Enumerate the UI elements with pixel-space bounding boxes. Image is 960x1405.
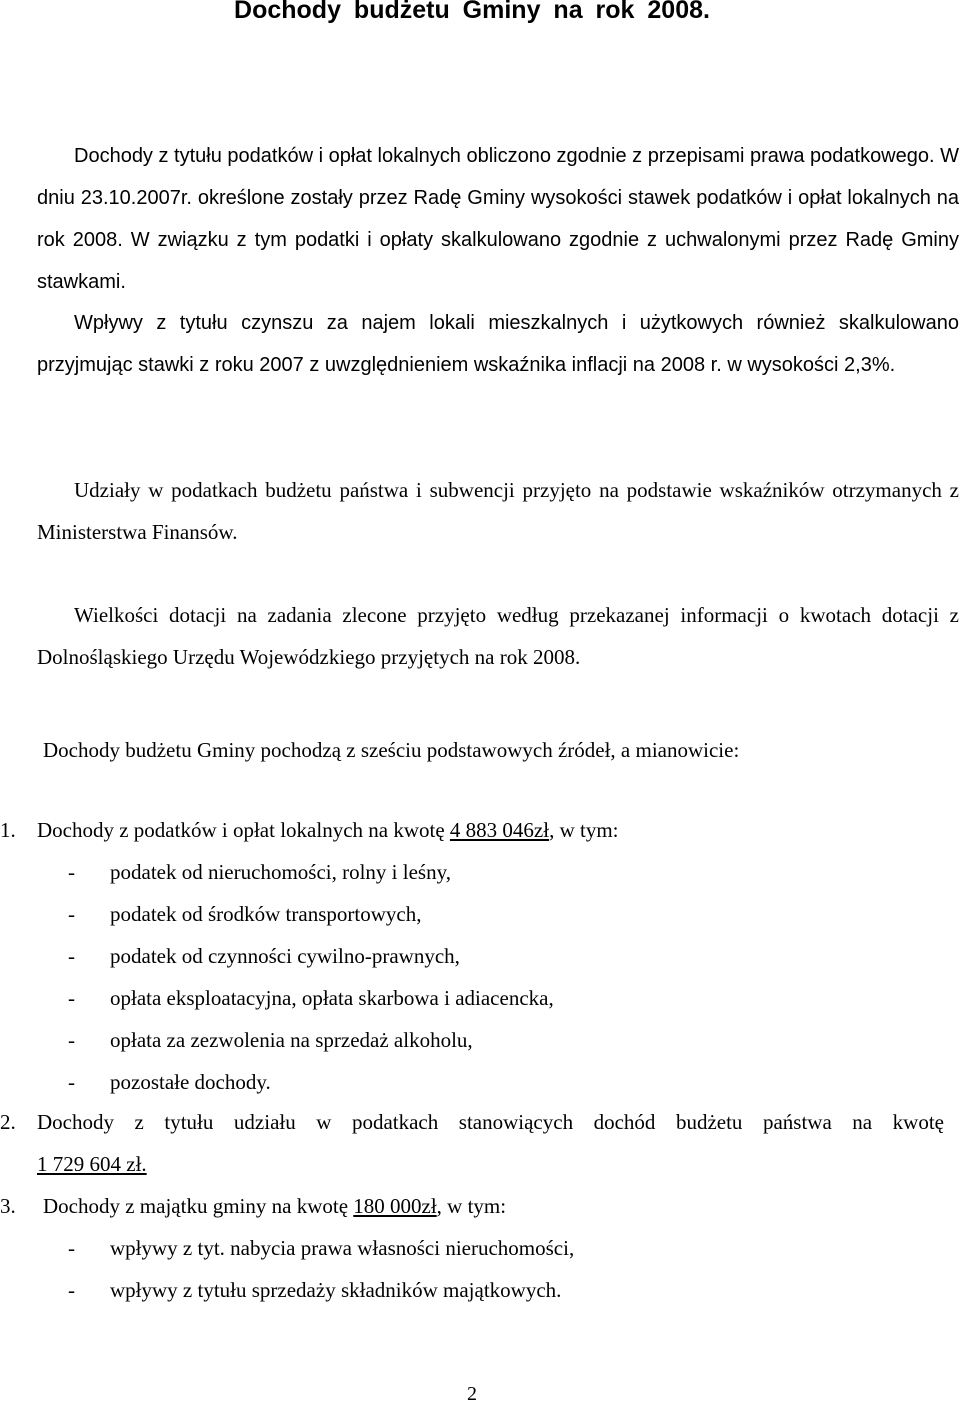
section-number: 3. (0, 1194, 16, 1218)
list-item-text: pozostałe dochody. (110, 1070, 271, 1094)
page-title-text: Dochody budżetu Gminy na rok 2008. (234, 0, 710, 24)
section-number: 1. (0, 818, 16, 842)
section-text (37, 809, 618, 851)
list-item-text: podatek od środków transportowych, (110, 902, 422, 926)
page-number (0, 1383, 960, 1405)
section-text-before: Dochody z majątku gminy na kwotę (43, 1194, 354, 1218)
list-item-text: podatek od czynności cywilno-prawnych, (110, 944, 460, 968)
list-dash: - (68, 1236, 75, 1260)
page-title (0, 0, 960, 25)
list-item-text: wpływy z tyt. nabycia prawa własności nieruchomości, (110, 1236, 575, 1260)
section-text: Dochody z tytułu udziału w podatkach stanowiących dochód budżetu państwa na kwotę (37, 1110, 944, 1134)
section-text-after: , w tym: (549, 818, 619, 842)
section-number: 2. (0, 1110, 16, 1134)
section-text-before: Dochody z podatków i opłat lokalnych na kwotę (37, 818, 450, 842)
section-amount: 180 000zł (353, 1194, 437, 1218)
paragraph-rent-income: Wpływy z tytułu czynszu za najem lokali mieszkalnych i użytkowych również skalkulowano przyjmując stawki z roku 2007 z uwzględnieniem wskaźnika inflacji na 2008 r. w wysokości 2,3%. (37, 312, 959, 376)
list-dash: - (68, 1278, 75, 1302)
page-number-text: 2 (467, 1383, 477, 1405)
list-item-text: wpływy z tytułu sprzedaży składników majątkowych. (110, 1278, 562, 1302)
list-item-text: opłata za zezwolenia na sprzedaż alkoholu, (110, 1028, 473, 1052)
list-dash: - (68, 986, 75, 1010)
section-amount: 4 883 046zł (449, 818, 550, 842)
list-dash: - (68, 944, 75, 968)
list-item-text: opłata eksploatacyjna, opłata skarbowa i adiacencka, (110, 986, 554, 1010)
section-text (43, 1185, 506, 1227)
list-dash: - (68, 902, 75, 926)
paragraph-local-taxes: Dochody z tytułu podatków i opłat lokalnych obliczono zgodnie z przepisami prawa podatkowego. W dniu 23.10.2007r. określone zostały przez Radę Gminy wysokości stawek podatków i opłat lokalnych na rok 2008. W związku z tym podatki i opłaty skalkulowano zgodnie z uchwalonymi przez Radę Gminy stawkami. (37, 145, 959, 293)
section-text-after: , w tym: (436, 1194, 507, 1218)
section-amount: 1 729 604 zł. (37, 1152, 147, 1176)
paragraph-income-sources: Dochody budżetu Gminy pochodzą z sześciu podstawowych źródeł, a mianowicie: (43, 738, 740, 762)
paragraph-grants: Wielkości dotacji na zadania zlecone przyjęto według przekazanej informacji o kwotach dotacji z Dolnośląskiego Urzędu Wojewódzkiego przyjętych na rok 2008. (37, 603, 959, 669)
list-item-text: podatek od nieruchomości, rolny i leśny, (110, 860, 451, 884)
list-dash: - (68, 860, 75, 884)
list-dash: - (68, 1028, 75, 1052)
list-dash: - (68, 1070, 75, 1094)
paragraph-tax-shares: Udziały w podatkach budżetu państwa i subwencji przyjęto na podstawie wskaźników otrzymanych z Ministerstwa Finansów. (37, 478, 959, 544)
